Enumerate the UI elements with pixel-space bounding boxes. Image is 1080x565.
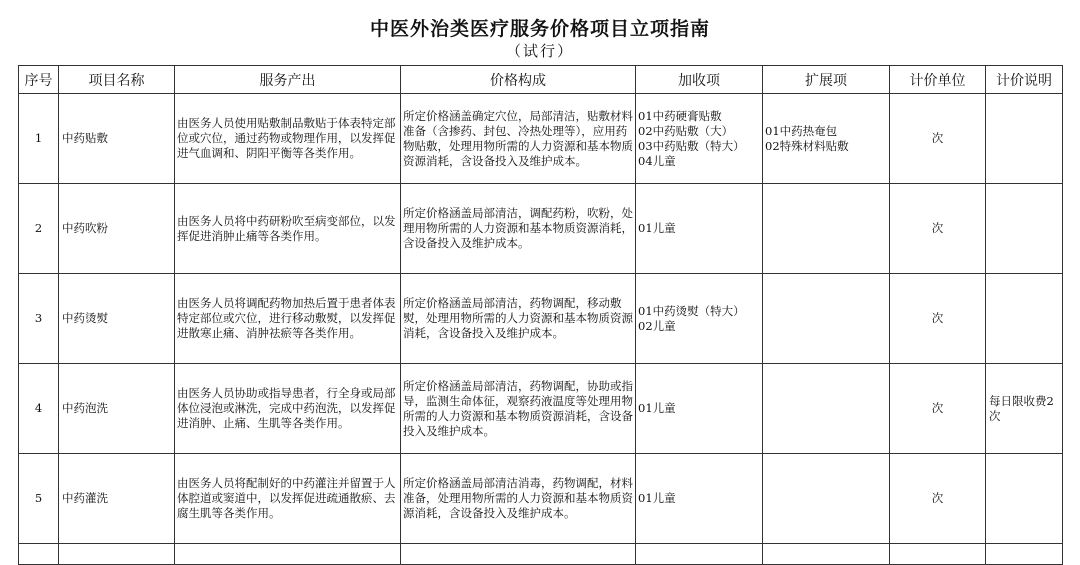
header-output: 服务产出 <box>175 66 401 94</box>
cell-note <box>986 454 1063 544</box>
header-unit: 计价单位 <box>890 66 986 94</box>
cell-extra-text: 01中药烫熨（特大） 02儿童 <box>638 303 745 333</box>
table-row <box>19 94 1063 184</box>
cell-name: 中药泡洗 <box>59 364 175 454</box>
cell-no: 2 <box>19 184 59 274</box>
cell-unit: 次 <box>890 454 986 544</box>
cell-name: 中药灌洗 <box>59 454 175 544</box>
cell-empty <box>59 544 175 565</box>
cell-empty <box>175 544 401 565</box>
cell-ext-text: 01中药热奄包 02特殊材料贴敷 <box>765 123 849 153</box>
cell-extra-text: 01儿童 <box>638 401 676 415</box>
cell-extra <box>636 94 763 184</box>
table-row-partial <box>19 544 1063 565</box>
cell-ext <box>763 364 890 454</box>
cell-unit: 次 <box>890 364 986 454</box>
cell-name: 中药烫熨 <box>59 274 175 364</box>
cell-note: 每日限收费2次 <box>986 364 1063 454</box>
cell-extra <box>636 454 763 544</box>
cell-unit: 次 <box>890 274 986 364</box>
cell-empty <box>636 544 763 565</box>
cell-ext <box>763 94 890 184</box>
cell-unit: 次 <box>890 184 986 274</box>
cell-no: 5 <box>19 454 59 544</box>
cell-note <box>986 94 1063 184</box>
cell-extra-text: 01儿童 <box>638 221 676 235</box>
cell-output: 由医务人员使用贴敷制品敷贴于体表特定部位或穴位，通过药物或物理作用，以发挥促进气血调和、阴阳平衡等各类作用。 <box>175 94 401 184</box>
table-row <box>19 454 1063 544</box>
cell-empty <box>401 544 636 565</box>
header-extra: 加收项 <box>636 66 763 94</box>
table-header-row <box>19 66 1063 94</box>
cell-price: 所定价格涵盖局部清洁消毒，药物调配，材料准备，处理用物所需的人力资源和基本物质资源消耗，含设备投入及维护成本。 <box>401 454 636 544</box>
header-note: 计价说明 <box>986 66 1063 94</box>
cell-price: 所定价格涵盖确定穴位，局部清洁，贴敷材料准备（含掺药、封包、冷热处理等），应用药物贴敷，处理用物所需的人力资源和基本物质资源消耗，含设备投入及维护成本。 <box>401 94 636 184</box>
cell-output: 由医务人员将配制好的中药灌注并留置于人体腔道或窦道中，以发挥促进疏通散瘀、去腐生肌等各类作用。 <box>175 454 401 544</box>
cell-extra-text: 01儿童 <box>638 491 676 505</box>
cell-empty <box>763 544 890 565</box>
header-name: 项目名称 <box>59 66 175 94</box>
cell-output: 由医务人员将调配药物加热后置于患者体表特定部位或穴位，进行移动敷熨，以发挥促进散寒止痛、消肿祛瘀等各类作用。 <box>175 274 401 364</box>
cell-name: 中药贴敷 <box>59 94 175 184</box>
cell-empty <box>19 544 59 565</box>
cell-output: 由医务人员将中药研粉吹至病变部位，以发挥促进消肿止痛等各类作用。 <box>175 184 401 274</box>
price-items-table <box>18 65 1063 565</box>
cell-output: 由医务人员协助或指导患者，行全身或局部体位浸泡或淋洗，完成中药泡洗，以发挥促进消肿、止痛、生肌等各类作用。 <box>175 364 401 454</box>
cell-name: 中药吹粉 <box>59 184 175 274</box>
cell-unit: 次 <box>890 94 986 184</box>
cell-price: 所定价格涵盖局部清洁，调配药粉，吹粉，处理用物所需的人力资源和基本物质资源消耗，含设备投入及维护成本。 <box>401 184 636 274</box>
cell-note <box>986 274 1063 364</box>
header-price: 价格构成 <box>401 66 636 94</box>
cell-no: 4 <box>19 364 59 454</box>
cell-no: 1 <box>19 94 59 184</box>
cell-ext <box>763 184 890 274</box>
cell-price: 所定价格涵盖局部清洁，药物调配，协助或指导，监测生命体征，观察药液温度等处理用物所需的人力资源和基本物质资源消耗，含设备投入及维护成本。 <box>401 364 636 454</box>
cell-no: 3 <box>19 274 59 364</box>
header-ext: 扩展项 <box>763 66 890 94</box>
cell-ext <box>763 274 890 364</box>
document-subtitle: （试行） <box>505 42 574 60</box>
cell-price: 所定价格涵盖局部清洁，药物调配，移动敷熨，处理用物所需的人力资源和基本物质资源消耗，含设备投入及维护成本。 <box>401 274 636 364</box>
cell-note <box>986 184 1063 274</box>
header-no: 序号 <box>19 66 59 94</box>
table-row <box>19 184 1063 274</box>
cell-empty <box>890 544 986 565</box>
cell-extra <box>636 364 763 454</box>
cell-extra <box>636 184 763 274</box>
table-row <box>19 274 1063 364</box>
table-row <box>19 364 1063 454</box>
cell-extra <box>636 274 763 364</box>
cell-extra-text: 01中药硬膏贴敷 02中药贴敷（大） 03中药贴敷（特大） 04儿童 <box>638 108 745 168</box>
cell-empty <box>986 544 1063 565</box>
cell-ext <box>763 454 890 544</box>
document-title: 中医外治类医疗服务价格项目立项指南 <box>369 18 710 40</box>
